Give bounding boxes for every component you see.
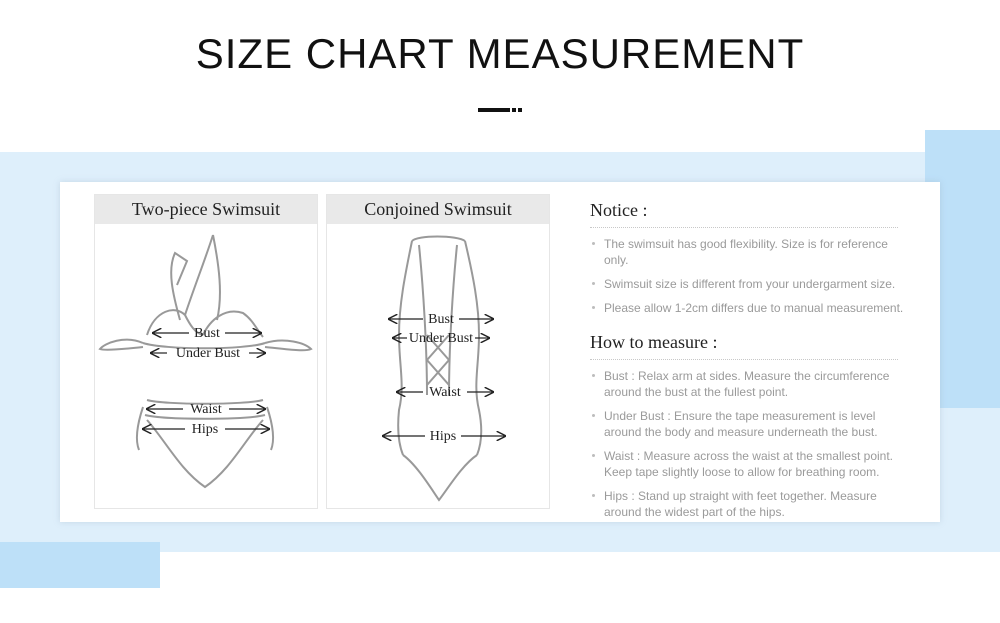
two-piece-under-bust-label: Under Bust bbox=[175, 346, 241, 361]
bullet-icon bbox=[592, 494, 595, 497]
measure-item-under-bust: Under Bust : Ensure the tape measurement is level around the body and measure underneath the bust. bbox=[590, 408, 910, 440]
two-piece-heading: Two-piece Swimsuit bbox=[95, 195, 317, 224]
two-piece-panel bbox=[94, 194, 318, 509]
two-piece-hips-label: Hips bbox=[191, 422, 219, 437]
notice-item: The swimsuit has good flexibility. Size is for reference only. bbox=[590, 236, 910, 268]
measure-item-bust: Bust : Relax arm at sides. Measure the circumference around the bust at the fullest point. bbox=[590, 368, 910, 400]
conjoined-swimsuit-illustration bbox=[327, 225, 549, 508]
measure-item-waist: Waist : Measure across the waist at the smallest point. Keep tape slightly loose to allow for breathing room. bbox=[590, 448, 910, 480]
conjoined-under-bust-label: Under Bust bbox=[408, 331, 474, 346]
size-chart-card bbox=[60, 182, 940, 522]
bullet-icon bbox=[592, 454, 595, 457]
two-piece-waist-label: Waist bbox=[190, 402, 222, 417]
bullet-icon bbox=[592, 306, 595, 309]
notice-title: Notice : bbox=[590, 200, 898, 228]
conjoined-bust-label: Bust bbox=[428, 312, 454, 327]
two-piece-bust-label: Bust bbox=[194, 326, 220, 341]
notes-column bbox=[590, 200, 910, 528]
conjoined-hips-label: Hips bbox=[429, 429, 457, 444]
conjoined-waist-label: Waist bbox=[429, 385, 461, 400]
conjoined-heading: Conjoined Swimsuit bbox=[327, 195, 549, 224]
notice-item: Please allow 1-2cm differs due to manual measurement. bbox=[590, 300, 910, 316]
how-to-measure-title: How to measure : bbox=[590, 332, 898, 360]
bullet-icon bbox=[592, 374, 595, 377]
accent-block-left bbox=[0, 542, 160, 588]
bullet-icon bbox=[592, 414, 595, 417]
notice-item: Swimsuit size is different from your undergarment size. bbox=[590, 276, 910, 292]
page-title: SIZE CHART MEASUREMENT bbox=[195, 30, 805, 77]
bullet-icon bbox=[592, 282, 595, 285]
conjoined-panel bbox=[326, 194, 550, 509]
bullet-icon bbox=[592, 242, 595, 245]
two-piece-swimsuit-illustration bbox=[95, 225, 317, 508]
measure-item-hips: Hips : Stand up straight with feet together. Measure around the widest part of the hips. bbox=[590, 488, 910, 520]
